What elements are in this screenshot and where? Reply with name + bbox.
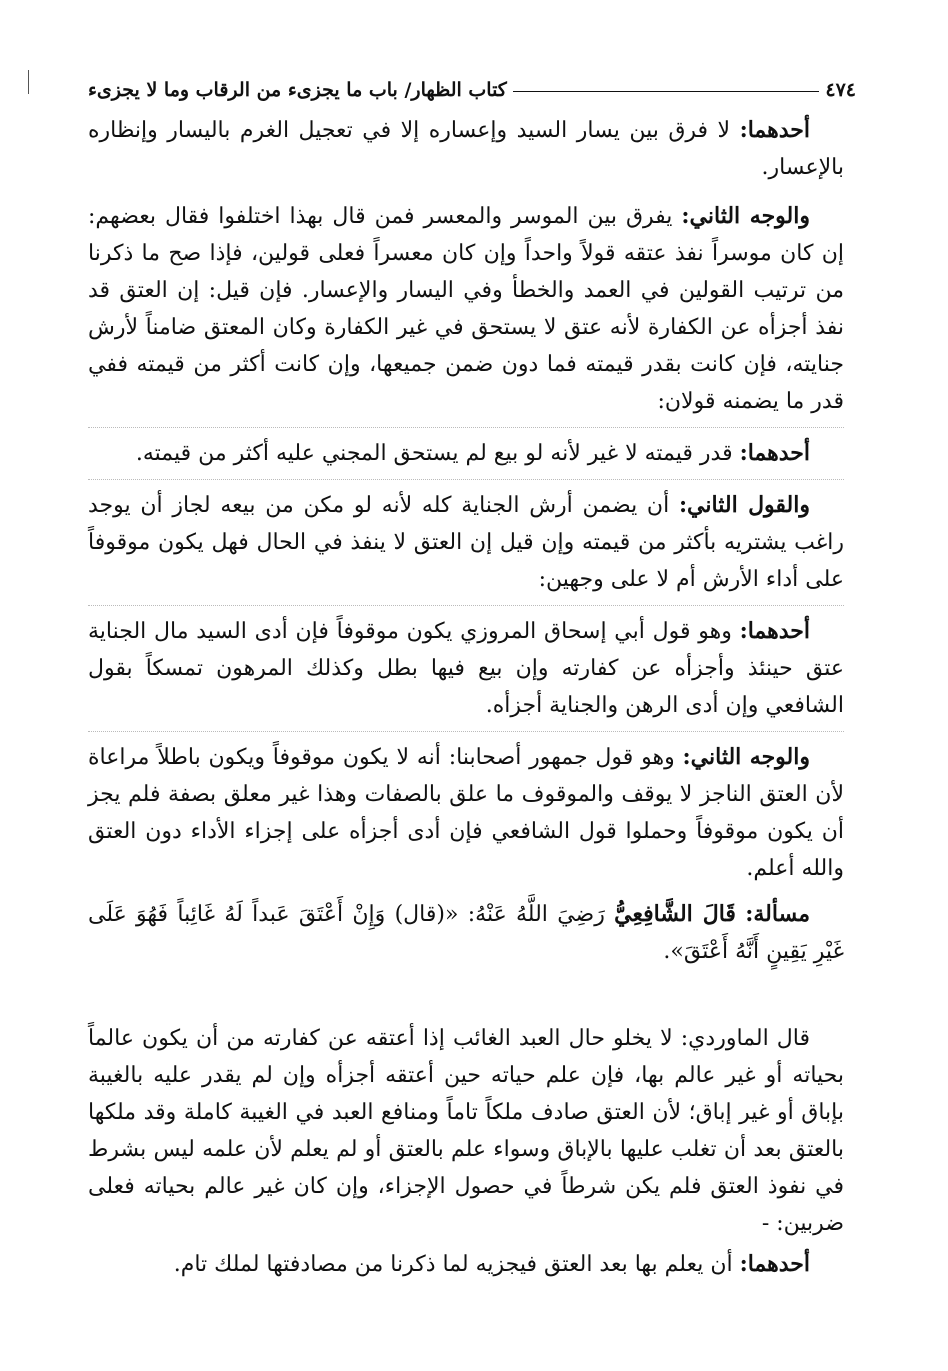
paragraph-lead: أحدهما: [739, 618, 810, 644]
paragraph-text: وهو قول جمهور أصحابنا: أنه لا يكون موقوفاً ويكون باطلاً مراعاة لأن العتق الناجز لا يوقف والموقوف ما علق بالصفات وهذا غير معلق بصفة فلم يجز أن يكون موقوفاً وحملوا قول الشافعي فإن أدى أجزأه على إجزاء الأداء دون العتق والله أعلم. [88, 745, 844, 881]
paragraph-separator [88, 427, 844, 428]
commentary-paragraph [88, 1246, 844, 1283]
paragraph-lead: والوجه الثاني: [682, 744, 810, 770]
masala-quote: «(قال) وَإِنْ أَعْتَقَ عَبداً لَهُ غَائِباً فَهُوَ عَلَى غَيْرِ يَقِينٍ أَنَّهُ أَعْتَقَ». [88, 902, 844, 964]
paragraph-lead: أحدهما: [739, 117, 810, 143]
page-body [88, 112, 844, 1283]
masala-label: مسألة: [745, 901, 810, 927]
paragraph [88, 198, 844, 420]
paragraph-lead: والقول الثاني: [678, 492, 810, 518]
masala-speaker: قَالَ الشَّافِعِيُّ [614, 901, 736, 927]
masala-paragraph [88, 896, 844, 970]
paragraph [88, 487, 844, 598]
page-number: ٤٧٤ [825, 79, 856, 101]
paragraph [88, 739, 844, 887]
paragraph-separator [88, 731, 844, 732]
commentary-text: قال الماوردي: لا يخلو حال العبد الغائب إذا أعتقه عن كفارته من أن يكون عالماً بحياته أو غير عالم بها، فإن علم حياته حين أعتقه أجزأه وإن لم يقدر عليه بالغيبة بإباق أو غير إباق؛ لأن العتق صادف ملكاً تاماً ومنافع العبد في الغيبة كاملة وقد ملكها بالعتق بعد أن تغلب عليها بالإباق وسواء علم بالعتق أو لم يعلم لأن علمه ليس بشرط في نفوذ العتق فلم يكن شرطاً في حصول الإجزاء، وإن كان غير عالم بحياته فعلى ضربين: - [88, 1026, 844, 1236]
paragraph-separator [88, 605, 844, 606]
paragraph-lead: أحدهما: [739, 440, 810, 466]
paragraph-lead: والوجه الثاني: [681, 203, 810, 229]
paragraph-text: وهو قول أبي إسحاق المروزي يكون موقوفاً فإن أدى السيد مال الجناية عتق حينئذ وأجزأه عن كفارته وإن بيع فيها بطل وكذلك المرهون تمسكاً بقول الشافعي وإن أدى الرهن والجناية أجزأه. [88, 619, 844, 718]
paragraph-lead: أحدهما: [739, 1251, 810, 1277]
masala-honorific: رَضِيَ اللَّهُ عَنْهُ: [458, 902, 615, 927]
chapter-title: كتاب الظهار/ باب ما يجزىء من الرقاب وما لا يجزىء [88, 79, 507, 101]
paragraph-text: يفرق بين الموسر والمعسر فمن قال بهذا اختلفوا فقال بعضهم: إن كان موسراً نفذ عتقه قولاً واحداً وإن كان معسراً فعلى قولين، فإذا صح ما ذكرنا من ترتيب القولين في العمد والخطأ وفي اليسار والإعسار. فإن قيل: إن العتق قد نفذ أجزأه عن الكفارة لأنه عتق لا يستحق في غير الكفارة وكان المعتق ضامناً لأرش جنايته، فإن كانت بقدر قيمته فما دون ضمن جميعها، وإن كانت أكثر من قيمته ففي قدر ما يضمنه قولان: [88, 204, 844, 414]
header-rule [513, 91, 820, 92]
paragraph-text: لا فرق بين يسار السيد وإعساره إلا في تعجيل الغرم باليسار وإنظاره بالإعسار. [88, 118, 844, 180]
paragraph [88, 613, 844, 724]
paragraph [88, 112, 844, 186]
paragraph-text: قدر قيمته لا غير لأنه لو بيع لم يستحق المجني عليه أكثر من قيمته. [135, 441, 740, 466]
paragraph [88, 435, 844, 472]
page-edge-mark [28, 70, 29, 94]
commentary-paragraph [88, 1020, 844, 1242]
running-header [88, 70, 856, 110]
paragraph-separator [88, 479, 844, 480]
commentary-text: أن يعلم بها بعد العتق فيجزيه لما ذكرنا من مصادفتها لملك تام. [173, 1252, 740, 1277]
paragraph-text: أن يضمن أرش الجناية كله لأنه لو مكن من بيعه لجاز أن يوجد راغب يشتريه بأكثر من قيمته وإن قيل إن العتق لا ينفذ في الحال فهل يكون موقوفاً على أداء الأرش أم لا على وجهين: [88, 493, 844, 592]
